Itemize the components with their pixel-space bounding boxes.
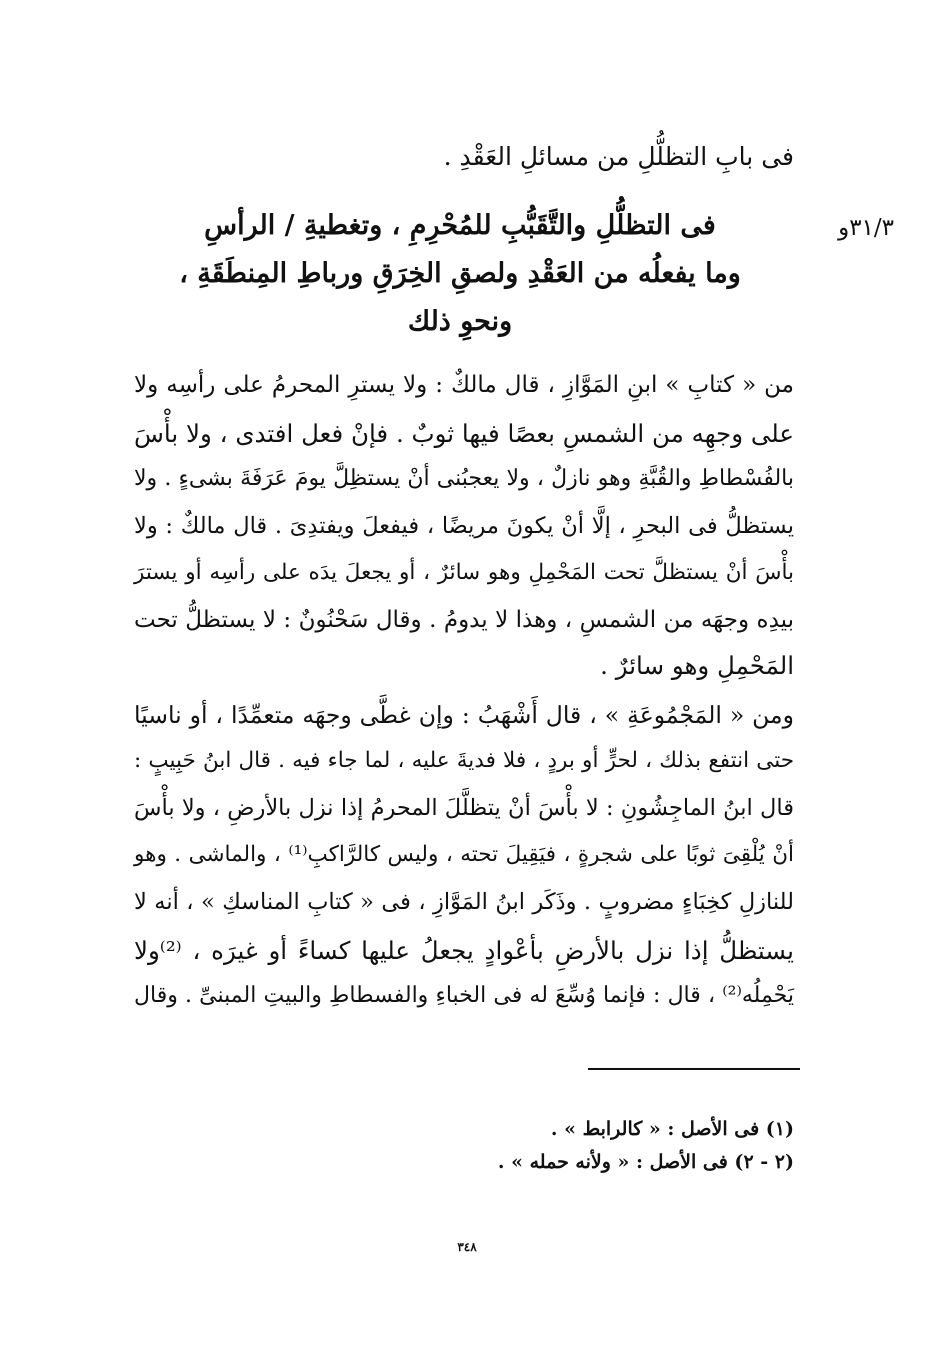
section-heading-line: فى التظلُّلِ والتَّقَبُّبِ للمُحْرِمِ ، وتغطيةِ / الرأسِ	[204, 210, 716, 241]
body-text-line: المَحْمِلِ وهو سائرٌ .	[600, 651, 794, 680]
body-text-line: بيدِه وجهَه من الشمسِ ، وهذا لا يدومُ . وقال سَحْنُونٌ : لا يستظلُّ تحت	[134, 607, 794, 633]
body-text-line: بالفُسْطاطِ والقُبَّةِ وهو نازلٌ ، ولا يعجبُنى أنْ يستظِلَّ يومَ عَرَفَةَ بشىءٍ . ولا	[134, 466, 794, 491]
running-head: فى بابِ التظلُّلِ من مسائلِ العَقْدِ .	[443, 142, 794, 171]
body-text-line: يستظلُّ فى البحرِ ، إلَّا أنْ يكونَ مريضًا ، فيفعلَ ويفتدِىَ . قال مالكٌ : ولا	[134, 513, 794, 539]
body-text-line: بأْسَ أنْ يستظلَّ تحت المَحْمِلِ وهو سائرٌ ، أو يجعلَ يدَه على رأسِه أو يسترَ	[134, 560, 794, 585]
body-text-line: قال ابنُ الماجِشُونِ : لا بأْسَ أنْ يتظلَّلَ المحرمُ إذا نزل بالأرضِ ، ولا بأْسَ	[134, 795, 794, 821]
body-text-line: يستظلُّ إذا نزل بالأرضِ بأعْوادٍ يجعلُ عليها كساءً أو غيرَه ، ⁽²⁾ولا	[134, 936, 794, 965]
page-number: ٣٤٨	[457, 1240, 477, 1254]
body-text-line: أنْ يُلْقِىَ ثوبًا على شجرةٍ ، فيَقِيلَ تحته ، وليس كالرَّاكبِ⁽¹⁾ ، والماشى . وهو	[134, 842, 794, 867]
margin-folio-reference: ٣١/٣و	[838, 215, 894, 241]
body-text-line: يَحْمِلُه⁽²⁾ ، قال : فإنما وُسِّعَ له فى الخباءِ والفسطاطِ والبيتِ المبنىِّ . وقال	[134, 983, 794, 1008]
body-text-line: من « كتابِ » ابنِ المَوَّازِ ، قال مالكٌ : ولا يسترِ المحرمُ على رأسِه ولا	[134, 372, 794, 398]
footnote-separator	[588, 1068, 800, 1070]
body-text-line: ومن « المَجْمُوعَةِ » ، قال أَشْهَبُ : وإن غطَّى وجهَه متعمِّدًا ، أو ناسيًا	[134, 701, 794, 729]
footnote: (٢ - ٢) فى الأصل : « ولأنه حمله » .	[497, 1151, 794, 1173]
section-heading-line: وما يفعلُه من العَقْدِ ولصقِ الخِرَقِ ورباطِ المِنطَقَةِ ،	[179, 258, 741, 289]
section-heading-line: ونحوِ ذلك	[407, 306, 513, 337]
body-text-line: على وجهِه من الشمسِ بعصًا فيها ثوبٌ . فإنْ فعل افتدى ، ولا بأْسَ	[134, 419, 794, 448]
body-text-line: حتى انتفع بذلك ، لحرٍّ أو بردٍ ، فلا فديةَ عليه ، لما جاء فيه . قال ابنُ حَبِيبٍ :	[134, 748, 794, 773]
body-text-line: للنازلِ كخِبَاءٍ مضروبٍ . وذَكَر ابنُ المَوَّازِ ، فى « كتابِ المناسكِ » ، أنه لا	[134, 889, 794, 915]
footnote: (١) فى الأصل : « كالرابط » .	[550, 1118, 794, 1140]
